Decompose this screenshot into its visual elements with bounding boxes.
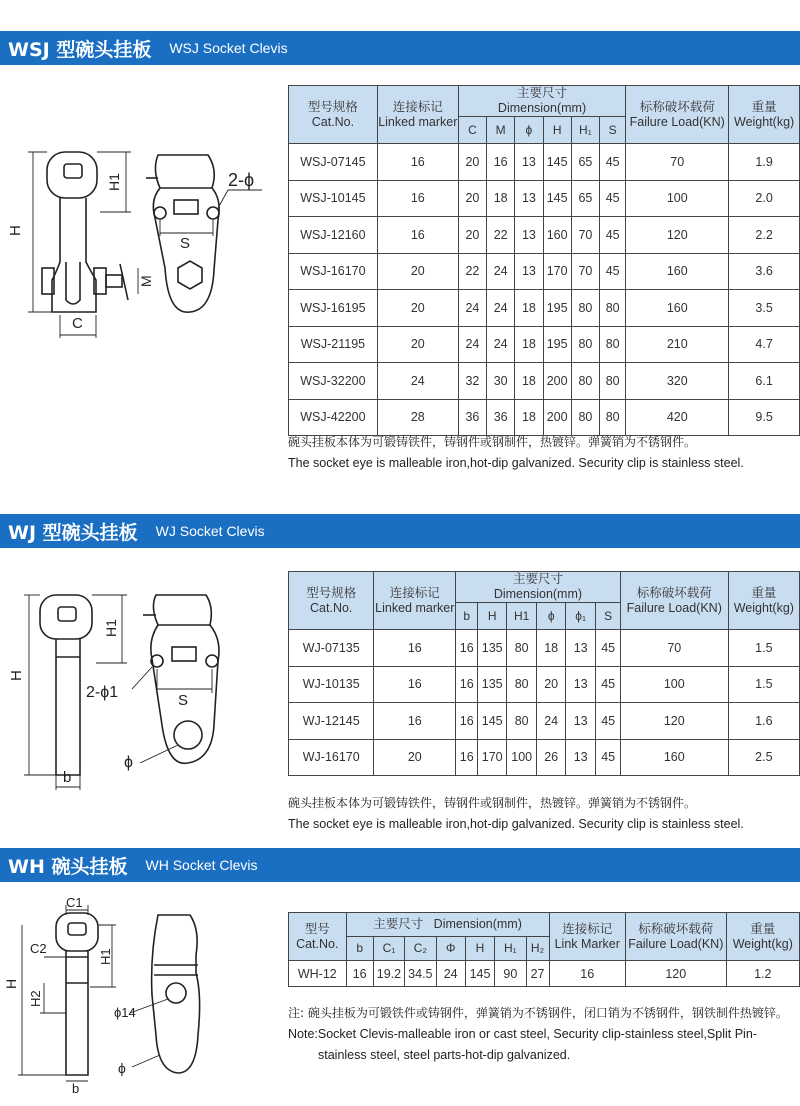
table-cell: 135 (478, 630, 506, 667)
table-cell: 24 (487, 253, 515, 290)
table-cell: 13 (565, 703, 596, 740)
table-cell: 210 (626, 326, 729, 363)
wsj-table-body (289, 144, 800, 436)
table-cell: WSJ-42200 (289, 399, 378, 436)
wsj-drawing (0, 140, 270, 340)
wh-title-en: WH Socket Clevis (145, 857, 258, 873)
wh-label-h1: H1 (98, 948, 113, 965)
table-cell: 22 (487, 217, 515, 254)
table-cell: 24 (458, 290, 486, 327)
wj-note (288, 793, 744, 835)
wsj-label-m: M (138, 275, 154, 287)
table-row (289, 290, 800, 327)
wh-header-weight: 重量 Weight(kg) (726, 913, 799, 961)
wsj-header-dim: 主要尺寸 Dimension(mm) (458, 86, 625, 117)
table-cell: 27 (526, 961, 549, 987)
table-cell: 24 (487, 326, 515, 363)
table-cell: 32 (458, 363, 486, 400)
table-cell: 16 (456, 666, 478, 703)
table-cell: 80 (600, 290, 626, 327)
table-cell: WJ-16170 (289, 739, 374, 776)
table-cell: 2.2 (729, 217, 800, 254)
table-cell: 45 (596, 739, 620, 776)
table-cell: 13 (515, 253, 543, 290)
table-cell: 170 (543, 253, 571, 290)
table-cell: 80 (571, 399, 599, 436)
table-cell: 16 (374, 666, 456, 703)
table-row (289, 326, 800, 363)
wj-label-h1: H1 (103, 619, 119, 637)
wj-dim-header: H1 (506, 603, 537, 630)
table-cell: 1.6 (728, 703, 799, 740)
table-cell: 26 (537, 739, 565, 776)
table-cell: 80 (600, 326, 626, 363)
table-row (289, 399, 800, 436)
wsj-label-s: S (180, 235, 191, 252)
table-cell: 45 (596, 666, 620, 703)
table-cell: 320 (626, 363, 729, 400)
table-cell: 16 (346, 961, 373, 987)
table-cell: 80 (600, 399, 626, 436)
wh-label-phi: ϕ (118, 1060, 126, 1076)
table-cell: 170 (478, 739, 506, 776)
table-cell: 100 (626, 180, 729, 217)
wsj-note-en: The socket eye is malleable iron,hot-dip galvanized. Security clip is stainless steel. (288, 456, 744, 470)
table-cell: 1.2 (726, 961, 799, 987)
wh-label-c2: C2 (30, 941, 47, 956)
table-cell: 70 (620, 630, 728, 667)
table-cell: 70 (571, 217, 599, 254)
table-cell: 24 (537, 703, 565, 740)
table-cell: WJ-10135 (289, 666, 374, 703)
table-cell: 18 (515, 363, 543, 400)
table-cell: 80 (571, 326, 599, 363)
wh-dim-header: H₂ (526, 937, 549, 961)
wh-banner (0, 848, 800, 882)
table-cell: 45 (596, 630, 620, 667)
table-cell: 120 (625, 961, 726, 987)
table-cell: 16 (374, 630, 456, 667)
table-cell: 80 (506, 703, 537, 740)
table-cell: 70 (571, 253, 599, 290)
table-cell: 13 (515, 144, 543, 181)
wh-header-link: 连接标记 Link Marker (549, 913, 625, 961)
table-cell: 13 (565, 630, 596, 667)
table-row (289, 217, 800, 254)
table-cell: 24 (487, 290, 515, 327)
table-row (289, 253, 800, 290)
table-cell: 160 (543, 217, 571, 254)
wsj-table (288, 85, 800, 436)
wh-label-phi14: ϕ14 (114, 1005, 136, 1020)
wh-title-cn: WH 碗头挂板 (8, 855, 128, 878)
table-cell: 100 (620, 666, 728, 703)
table-cell: 20 (377, 290, 458, 327)
table-cell: 18 (515, 326, 543, 363)
table-cell: 145 (543, 180, 571, 217)
table-cell: 145 (543, 144, 571, 181)
table-cell: 16 (456, 703, 478, 740)
wh-note (288, 1003, 788, 1066)
table-cell: WJ-07135 (289, 630, 374, 667)
table-cell: WJ-12145 (289, 703, 374, 740)
table-cell: 120 (626, 217, 729, 254)
table-cell: 45 (600, 253, 626, 290)
table-cell: 16 (377, 217, 458, 254)
table-cell: 34.5 (405, 961, 436, 987)
table-cell: 20 (377, 326, 458, 363)
wj-header-dim: 主要尺寸 Dimension(mm) (456, 572, 621, 603)
wh-dim-header: H₁ (495, 937, 526, 961)
table-row (289, 180, 800, 217)
wh-drawing (0, 895, 270, 1095)
table-cell: 45 (596, 703, 620, 740)
wj-label-s: S (178, 692, 189, 709)
table-cell: 65 (571, 144, 599, 181)
wj-table-body (289, 630, 800, 776)
wsj-dim-header: H (543, 117, 571, 144)
table-cell: 16 (456, 739, 478, 776)
table-row (289, 630, 800, 667)
wsj-dim-header: S (600, 117, 626, 144)
wj-drawing (0, 585, 270, 795)
table-cell: 20 (458, 144, 486, 181)
table-cell: 16 (487, 144, 515, 181)
wj-title-cn: WJ 型碗头挂板 (8, 521, 138, 544)
wj-note-en: The socket eye is malleable iron,hot-dip galvanized. Security clip is stainless steel. (288, 817, 744, 831)
wsj-dim-header: H₁ (571, 117, 599, 144)
table-cell: 200 (543, 363, 571, 400)
table-cell: 3.6 (729, 253, 800, 290)
table-cell: 16 (456, 630, 478, 667)
table-cell: WH-12 (289, 961, 347, 987)
table-cell: 18 (537, 630, 565, 667)
table-cell: 20 (374, 739, 456, 776)
table-cell: 18 (515, 290, 543, 327)
table-cell: 20 (377, 253, 458, 290)
table-cell: 2.5 (728, 739, 799, 776)
table-cell: 80 (600, 363, 626, 400)
table-cell: 195 (543, 290, 571, 327)
table-cell: 195 (543, 326, 571, 363)
wsj-note (288, 432, 744, 474)
wh-header-dim: 主要尺寸 Dimension(mm) (346, 913, 549, 937)
table-cell: WSJ-07145 (289, 144, 378, 181)
wh-note-en-2: stainless steel, steel parts-hot-dip galvanized. (318, 1048, 571, 1062)
table-cell: WSJ-21195 (289, 326, 378, 363)
wh-dim-header: H (465, 937, 494, 961)
wj-dim-header: H (478, 603, 506, 630)
wj-header-link: 连接标记 Linked marker (374, 572, 456, 630)
wh-label-h2: H2 (28, 990, 43, 1007)
table-cell: 20 (458, 217, 486, 254)
wsj-title-cn: WSJ 型碗头挂板 (8, 38, 152, 61)
wj-dim-header: ϕ₁ (565, 603, 596, 630)
table-cell: 160 (626, 253, 729, 290)
wsj-title-en: WSJ Socket Clevis (169, 40, 288, 56)
table-row (289, 739, 800, 776)
wj-header-cat: 型号规格 Cat.No. (289, 572, 374, 630)
wh-table-body (289, 961, 800, 987)
table-cell: 13 (515, 217, 543, 254)
wj-dim-header: S (596, 603, 620, 630)
table-cell: 16 (377, 144, 458, 181)
table-cell: WSJ-32200 (289, 363, 378, 400)
wj-header-weight: 重量 Weight(kg) (728, 572, 799, 630)
table-cell: 24 (377, 363, 458, 400)
wh-header-load: 标称破坏载荷 Failure Load(KN) (625, 913, 726, 961)
table-cell: 45 (600, 217, 626, 254)
table-cell: 200 (543, 399, 571, 436)
table-cell: 28 (377, 399, 458, 436)
table-cell: 70 (626, 144, 729, 181)
table-cell: 4.7 (729, 326, 800, 363)
table-cell: 24 (458, 326, 486, 363)
table-cell: 13 (565, 739, 596, 776)
table-cell: WSJ-16170 (289, 253, 378, 290)
table-cell: 80 (571, 363, 599, 400)
wj-table (288, 571, 800, 776)
table-cell: 145 (478, 703, 506, 740)
wh-header-cat: 型号 Cat.No. (289, 913, 347, 961)
wsj-dim-header: ϕ (515, 117, 543, 144)
table-cell: 45 (600, 180, 626, 217)
table-cell: 160 (626, 290, 729, 327)
wh-label-b: b (72, 1081, 80, 1096)
wsj-label-h1: H1 (106, 173, 122, 191)
wsj-header-load: 标称破坏载荷 Failure Load(KN) (626, 86, 729, 144)
wsj-dim-header: C (458, 117, 486, 144)
table-cell: 9.5 (729, 399, 800, 436)
wj-dim-header: b (456, 603, 478, 630)
wsj-banner (0, 31, 800, 65)
table-cell: WSJ-10145 (289, 180, 378, 217)
wj-label-2phi1: 2-ϕ1 (86, 684, 119, 701)
table-cell: 80 (506, 630, 537, 667)
table-cell: 13 (515, 180, 543, 217)
table-cell: WSJ-12160 (289, 217, 378, 254)
wh-label-c1: C1 (66, 895, 83, 910)
table-cell: 420 (626, 399, 729, 436)
wj-header-load: 标称破坏载荷 Failure Load(KN) (620, 572, 728, 630)
wsj-label-2phi: 2-ϕ (228, 170, 255, 190)
wj-banner (0, 514, 800, 548)
wj-label-b: b (63, 769, 72, 786)
table-cell: 120 (620, 703, 728, 740)
table-cell: 135 (478, 666, 506, 703)
wj-title-en: WJ Socket Clevis (155, 523, 265, 539)
wh-table (288, 912, 800, 987)
wh-dim-header: b (346, 937, 373, 961)
table-cell: 1.9 (729, 144, 800, 181)
wj-note-cn: 碗头挂板本体为可锻铸铁件，铸钢件或钢制件，热镀锌。弹簧销为不锈钢件。 (288, 796, 697, 810)
wsj-note-cn: 碗头挂板本体为可锻铸铁件，铸钢件或钢制件，热镀锌。弹簧销为不锈钢件。 (288, 435, 697, 449)
table-row (289, 144, 800, 181)
table-row (289, 363, 800, 400)
wsj-label-c: C (72, 315, 83, 332)
table-cell: 65 (571, 180, 599, 217)
table-row (289, 666, 800, 703)
table-cell: 80 (571, 290, 599, 327)
table-cell: 160 (620, 739, 728, 776)
table-cell: 16 (377, 180, 458, 217)
table-cell: 16 (549, 961, 625, 987)
table-cell: 13 (565, 666, 596, 703)
table-cell: 20 (537, 666, 565, 703)
wsj-header-link: 连接标记 Linked marker (377, 86, 458, 144)
wj-label-phi: ϕ (124, 754, 133, 771)
table-cell: 30 (487, 363, 515, 400)
wh-dim-header: Φ (436, 937, 465, 961)
table-cell: 36 (487, 399, 515, 436)
table-cell: 145 (465, 961, 494, 987)
table-cell: 1.5 (728, 666, 799, 703)
table-cell: 90 (495, 961, 526, 987)
table-cell: 80 (506, 666, 537, 703)
table-cell: WSJ-16195 (289, 290, 378, 327)
wsj-header-weight: 重量 Weight(kg) (729, 86, 800, 144)
wh-note-en-1: Note:Socket Clevis-malleable iron or cast steel, Security clip-stainless steel,Split Pin- (288, 1027, 757, 1041)
table-cell: 22 (458, 253, 486, 290)
table-cell: 2.0 (729, 180, 800, 217)
table-row (289, 703, 800, 740)
table-cell: 45 (600, 144, 626, 181)
table-cell: 19.2 (373, 961, 404, 987)
table-cell: 18 (487, 180, 515, 217)
table-cell: 1.5 (728, 630, 799, 667)
wj-label-h: H (8, 670, 25, 681)
table-cell: 100 (506, 739, 537, 776)
wh-note-cn: 注: 碗头挂板为可锻铁件或铸钢件，弹簧销为不锈钢件，闭口销为不锈钢件，钢铁制件热镀锌。 (288, 1006, 788, 1020)
wsj-header-cat: 型号规格 Cat.No. (289, 86, 378, 144)
table-cell: 16 (374, 703, 456, 740)
wj-dim-header: ϕ (537, 603, 565, 630)
table-row (289, 961, 800, 987)
wsj-label-h: H (7, 225, 24, 236)
wsj-dim-header: M (487, 117, 515, 144)
wh-label-h: H (3, 978, 19, 989)
table-cell: 36 (458, 399, 486, 436)
table-cell: 3.5 (729, 290, 800, 327)
table-cell: 6.1 (729, 363, 800, 400)
table-cell: 18 (515, 399, 543, 436)
wh-dim-header: C₁ (373, 937, 404, 961)
wh-dim-header: C₂ (405, 937, 436, 961)
table-cell: 24 (436, 961, 465, 987)
table-cell: 20 (458, 180, 486, 217)
